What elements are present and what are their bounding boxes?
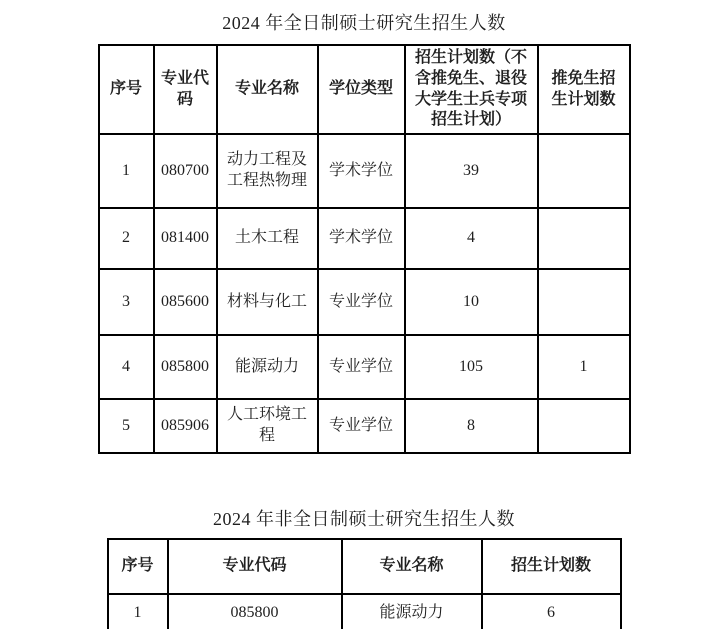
table-row bbox=[99, 399, 630, 453]
column-header-major-name: 专业名称 bbox=[217, 45, 318, 134]
column-header-index: 序号 bbox=[108, 539, 168, 594]
cell-major-name: 土木工程 bbox=[217, 208, 318, 269]
cell-major-code: 085600 bbox=[154, 269, 217, 335]
table-header-row bbox=[99, 45, 630, 134]
column-header-degree-type: 学位类型 bbox=[318, 45, 405, 134]
table-row bbox=[99, 208, 630, 269]
column-header-major-code: 专业代码 bbox=[168, 539, 342, 594]
parttime-enrollment-table bbox=[107, 538, 622, 629]
cell-plan-count: 4 bbox=[405, 208, 538, 269]
cell-plan-count: 8 bbox=[405, 399, 538, 453]
cell-major-name: 人工环境工程 bbox=[217, 399, 318, 453]
cell-plan-count: 10 bbox=[405, 269, 538, 335]
cell-degree-type: 专业学位 bbox=[318, 269, 405, 335]
cell-exempt-plan-count bbox=[538, 208, 630, 269]
cell-index: 4 bbox=[99, 335, 154, 399]
cell-index: 5 bbox=[99, 399, 154, 453]
cell-major-code: 085800 bbox=[154, 335, 217, 399]
table-row bbox=[108, 594, 621, 629]
fulltime-table-title: 2024 年全日制硕士研究生招生人数 bbox=[222, 13, 506, 33]
cell-index: 2 bbox=[99, 208, 154, 269]
cell-exempt-plan-count bbox=[538, 269, 630, 335]
cell-degree-type: 学术学位 bbox=[318, 134, 405, 208]
table-header-row bbox=[108, 539, 621, 594]
column-header-plan-count: 招生计划数（不含推免生、退役大学生士兵专项招生计划） bbox=[405, 45, 538, 134]
cell-major-code: 085800 bbox=[168, 594, 342, 629]
table-row bbox=[99, 134, 630, 208]
cell-index: 1 bbox=[99, 134, 154, 208]
cell-exempt-plan-count bbox=[538, 134, 630, 208]
table-row bbox=[99, 269, 630, 335]
cell-major-name: 能源动力 bbox=[342, 594, 482, 629]
cell-major-code: 081400 bbox=[154, 208, 217, 269]
column-header-major-code: 专业代码 bbox=[154, 45, 217, 134]
column-header-index: 序号 bbox=[99, 45, 154, 134]
cell-index: 1 bbox=[108, 594, 168, 629]
parttime-table-title: 2024 年非全日制硕士研究生招生人数 bbox=[213, 509, 515, 530]
cell-plan-count: 39 bbox=[405, 134, 538, 208]
cell-degree-type: 专业学位 bbox=[318, 399, 405, 453]
cell-major-name: 材料与化工 bbox=[217, 269, 318, 335]
column-header-plan-count: 招生计划数 bbox=[482, 539, 621, 594]
cell-major-name: 能源动力 bbox=[217, 335, 318, 399]
cell-index: 3 bbox=[99, 269, 154, 335]
cell-plan-count: 6 bbox=[482, 594, 621, 629]
cell-major-name: 动力工程及工程热物理 bbox=[217, 134, 318, 208]
column-header-major-name: 专业名称 bbox=[342, 539, 482, 594]
cell-degree-type: 学术学位 bbox=[318, 208, 405, 269]
cell-degree-type: 专业学位 bbox=[318, 335, 405, 399]
table-row bbox=[99, 335, 630, 399]
fulltime-enrollment-table bbox=[98, 44, 631, 454]
cell-major-code: 085906 bbox=[154, 399, 217, 453]
cell-plan-count: 105 bbox=[405, 335, 538, 399]
column-header-exempt-plan-count: 推免生招生计划数 bbox=[538, 45, 630, 134]
cell-exempt-plan-count: 1 bbox=[538, 335, 630, 399]
cell-exempt-plan-count bbox=[538, 399, 630, 453]
cell-major-code: 080700 bbox=[154, 134, 217, 208]
